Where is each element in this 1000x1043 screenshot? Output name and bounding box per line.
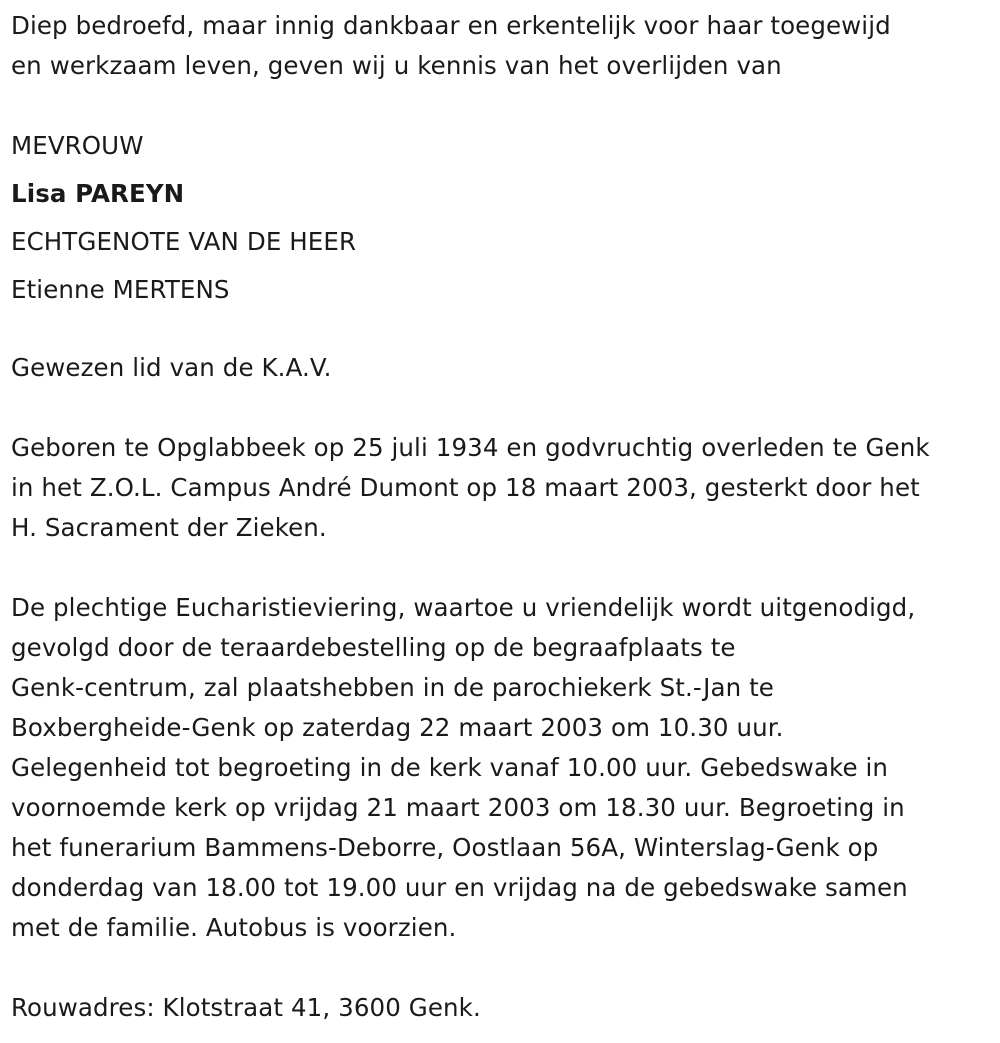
ceremony-line-5: Gelegenheid tot begroeting in de kerk vanaf 10.00 uur. Gebedswake in xyxy=(11,753,889,782)
deceased-relation: ECHTGENOTE VAN DE HEER xyxy=(11,227,357,256)
deceased-title: MEVROUW xyxy=(11,131,144,160)
ceremony-line-7: het funerarium Bammens-Deborre, Oostlaan 56A, Winterslag-Genk op xyxy=(11,833,879,862)
ceremony-line-6: voornoemde kerk op vrijdag 21 maart 2003 om 18.30 uur. Begroeting in xyxy=(11,793,905,822)
address-paragraph xyxy=(11,988,996,1028)
membership-line: Gewezen lid van de K.A.V. xyxy=(11,353,332,382)
intro-paragraph xyxy=(11,6,996,86)
intro-line-1: Diep bedroefd, maar innig dankbaar en erkentelijk voor haar toegewijd xyxy=(11,11,891,40)
ceremony-paragraph xyxy=(11,588,996,948)
obituary-notice xyxy=(11,6,996,1028)
ceremony-line-2: gevolgd door de teraardebestelling op de begraafplaats te xyxy=(11,633,736,662)
mourning-address: Rouwadres: Klotstraat 41, 3600 Genk. xyxy=(11,993,481,1022)
spouse-name: Etienne MERTENS xyxy=(11,275,230,304)
birth-death-line-2: in het Z.O.L. Campus André Dumont op 18 maart 2003, gesterkt door het xyxy=(11,473,920,502)
birth-death-line-3: H. Sacrament der Zieken. xyxy=(11,513,327,542)
membership-paragraph xyxy=(11,348,996,388)
ceremony-line-8: donderdag van 18.00 tot 19.00 uur en vrijdag na de gebedswake samen xyxy=(11,873,908,902)
deceased-block xyxy=(11,122,996,314)
ceremony-line-1: De plechtige Eucharistieviering, waartoe u vriendelijk wordt uitgenodigd, xyxy=(11,593,916,622)
birth-death-paragraph xyxy=(11,428,996,548)
ceremony-line-4: Boxbergheide-Genk op zaterdag 22 maart 2003 om 10.30 uur. xyxy=(11,713,784,742)
birth-death-line-1: Geboren te Opglabbeek op 25 juli 1934 en godvruchtig overleden te Genk xyxy=(11,433,930,462)
ceremony-line-9: met de familie. Autobus is voorzien. xyxy=(11,913,457,942)
deceased-name: Lisa PAREYN xyxy=(11,179,185,208)
intro-line-2: en werkzaam leven, geven wij u kennis van het overlijden van xyxy=(11,51,782,80)
ceremony-line-3: Genk-centrum, zal plaatshebben in de parochiekerk St.-Jan te xyxy=(11,673,774,702)
